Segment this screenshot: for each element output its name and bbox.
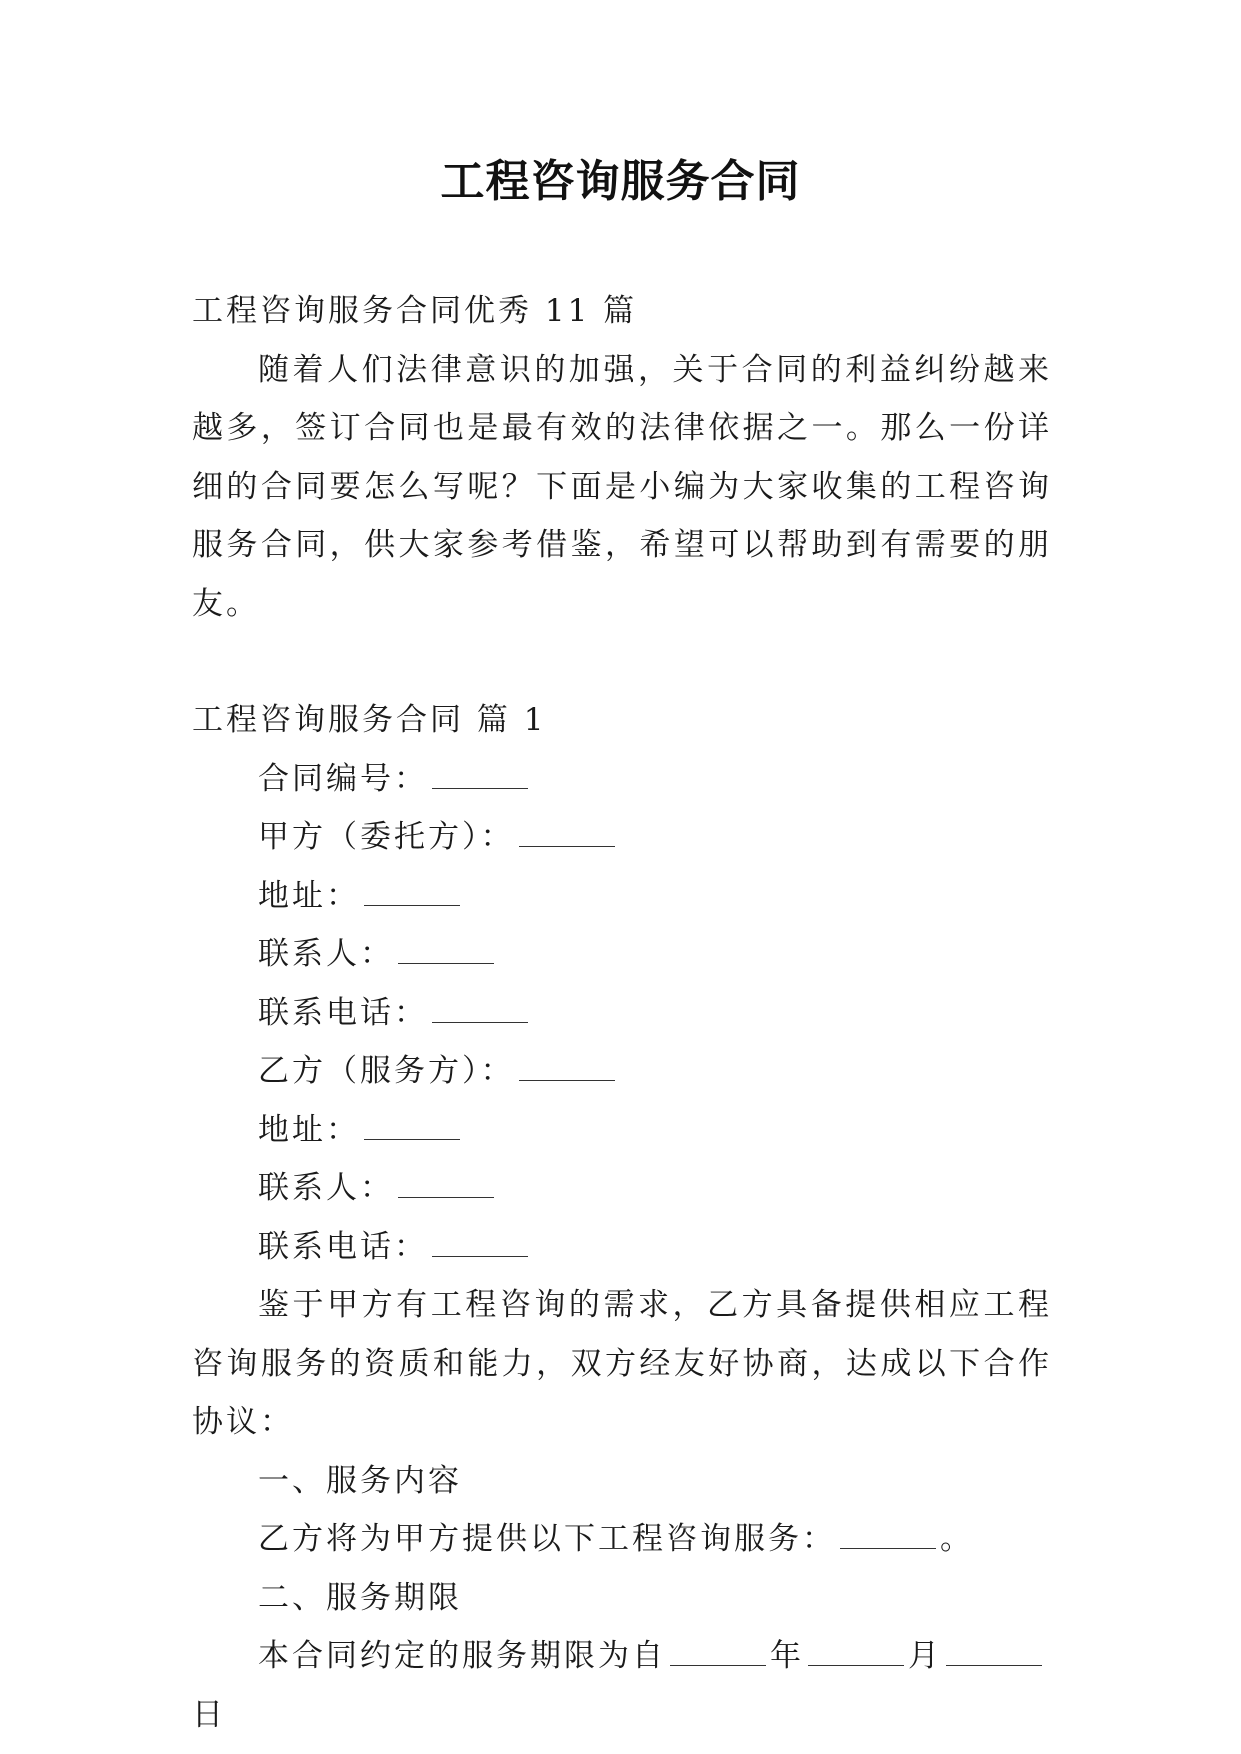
document-body — [192, 282, 1052, 1744]
service-content-blank — [840, 1522, 936, 1549]
start-month-blank — [808, 1639, 904, 1666]
paragraph-gap — [192, 633, 1052, 691]
party-a-phone-blank — [432, 996, 528, 1023]
party-b-address-blank — [364, 1113, 460, 1140]
party-b-contact-blank — [398, 1171, 494, 1198]
party-a-line — [192, 808, 1052, 867]
year-label: 年 — [770, 1638, 804, 1674]
document-title: 工程咨询服务合同 — [440, 156, 801, 207]
clause-1-text-before: 乙方将为甲方提供以下工程咨询服务： — [258, 1521, 836, 1557]
day-label: 日 — [192, 1696, 226, 1733]
party-b-address-line — [192, 1101, 1052, 1160]
party-b-phone-label: 联系电话： — [258, 1228, 428, 1265]
start-year-blank — [670, 1639, 766, 1666]
party-a-phone-line — [192, 984, 1052, 1043]
preamble-paragraph: 鉴于甲方有工程咨询的需求，乙方具备提供相应工程咨询服务的资质和能力，双方经友好协商，达成以下合作协议： — [192, 1287, 1052, 1440]
party-b-label: 乙方（服务方）： — [258, 1053, 515, 1089]
section-heading: 工程咨询服务合同 篇 1 — [192, 702, 547, 738]
party-a-address-line — [192, 867, 1052, 926]
party-b-line — [192, 1042, 1052, 1101]
party-b-blank — [519, 1054, 615, 1081]
start-day-blank — [946, 1639, 1042, 1666]
contract-number-blank — [432, 762, 528, 789]
party-a-phone-label: 联系电话： — [258, 994, 428, 1031]
document-subtitle: 工程咨询服务合同优秀 11 篇 — [192, 293, 638, 329]
clause-1-text — [192, 1510, 1052, 1569]
month-label: 月 — [908, 1638, 942, 1674]
clause-1-text-after: 。 — [940, 1521, 974, 1557]
clause-2-heading: 二、服务期限 — [258, 1579, 462, 1616]
clause-2-text-before: 本合同约定的服务期限为自 — [258, 1638, 666, 1674]
party-a-contact-label: 联系人： — [258, 936, 394, 972]
contract-number-line — [192, 750, 1052, 809]
party-a-contact-blank — [398, 937, 494, 964]
party-a-blank — [519, 820, 615, 847]
party-a-label: 甲方（委托方）： — [258, 819, 515, 855]
contract-number-label: 合同编号： — [258, 760, 428, 797]
party-b-contact-label: 联系人： — [258, 1170, 394, 1206]
intro-paragraph: 随着人们法律意识的加强，关于合同的利益纠纷越来越多，签订合同也是最有效的法律依据之一。那么一份详细的合同要怎么写呢？下面是小编为大家收集的工程咨询服务合同，供大家参考借鉴，希望可以帮助到有需要的朋友。 — [192, 351, 1052, 622]
party-b-phone-blank — [432, 1230, 528, 1257]
party-a-contact-line — [192, 925, 1052, 984]
party-b-phone-line — [192, 1218, 1052, 1277]
clause-2-text — [192, 1627, 1052, 1744]
party-a-address-label: 地址： — [258, 877, 360, 914]
party-b-address-label: 地址： — [258, 1111, 360, 1148]
clause-1-heading: 一、服务内容 — [258, 1462, 462, 1499]
party-a-address-blank — [364, 879, 460, 906]
party-b-contact-line — [192, 1159, 1052, 1218]
